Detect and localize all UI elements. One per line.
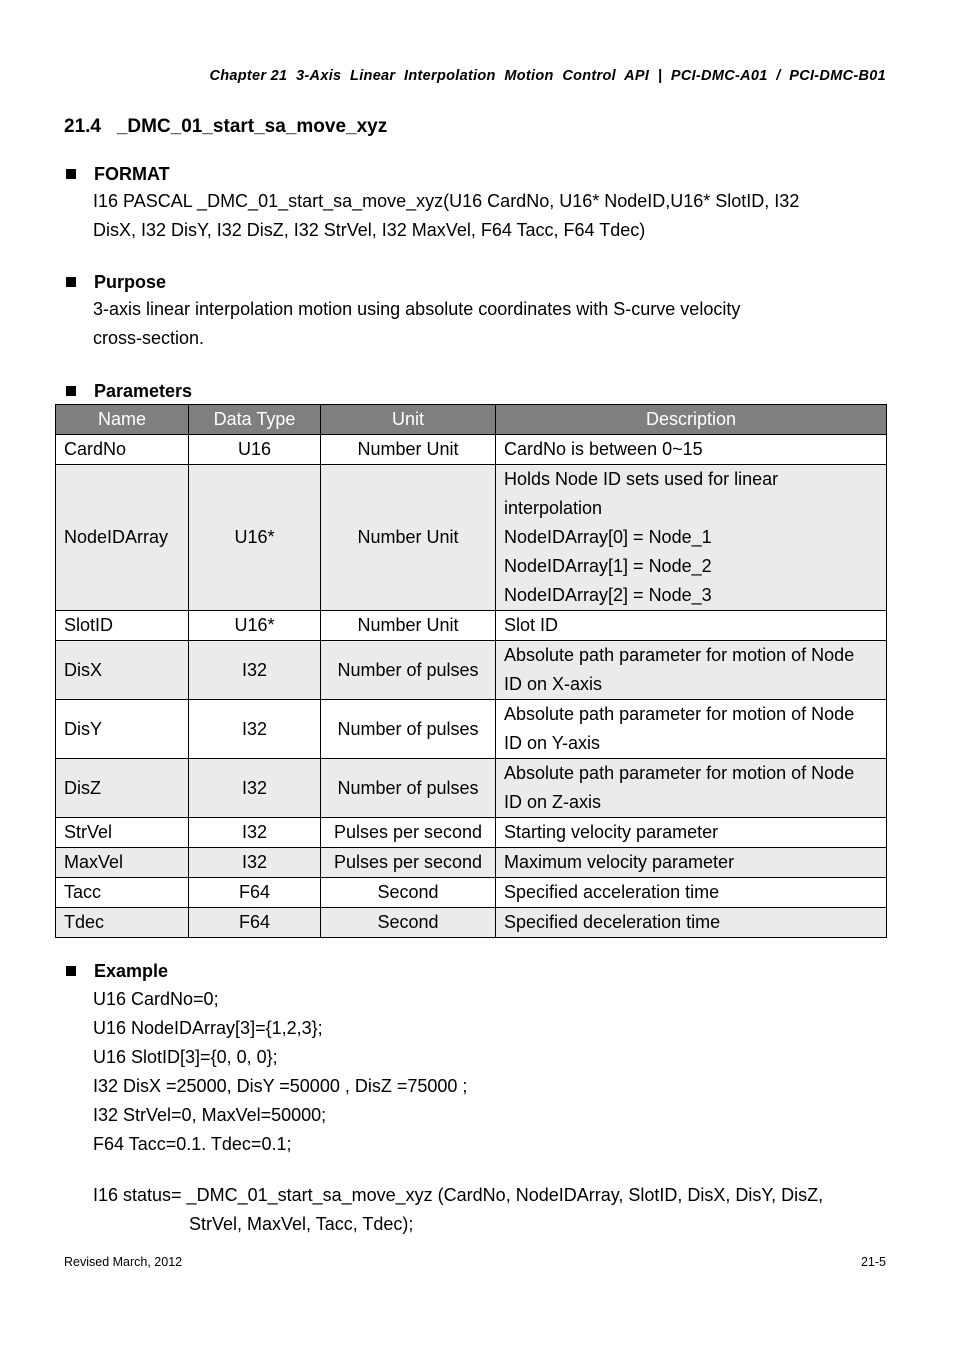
section-number: 21.4 [64,116,101,137]
format-heading-text: FORMAT [94,163,170,184]
param-name-cell: DisX [56,641,189,700]
param-type-cell: I32 [189,641,321,700]
param-type-cell: U16* [189,611,321,641]
param-name-cell: NodeIDArray [56,465,189,611]
param-description-cell [496,465,887,611]
bullet-square-icon [66,277,76,287]
table-row [56,641,887,700]
param-description-line: NodeIDArray[0] = Node_1 [504,527,712,547]
param-description-line: Specified deceleration time [504,912,721,932]
param-type-cell: I32 [189,700,321,759]
param-description-line: NodeIDArray[2] = Node_3 [504,585,712,605]
param-description-cell [496,435,887,465]
column-header-description: Description [496,405,887,435]
column-header-name: Name [56,405,189,435]
param-type-cell: I32 [189,848,321,878]
param-unit-cell: Second [321,878,496,908]
param-description-line: NodeIDArray[1] = Node_2 [504,556,712,576]
param-type-cell: U16 [189,435,321,465]
param-name-cell: DisY [56,700,189,759]
param-name-cell: MaxVel [56,848,189,878]
footer-revision: Revised March, 2012 [64,1255,183,1269]
param-description-line: Starting velocity parameter [504,822,719,842]
purpose-section [64,269,894,353]
param-description-line: interpolation [504,498,603,518]
column-header-data-type: Data Type [189,405,321,435]
bullet-square-icon [66,169,76,179]
section-title [64,116,387,138]
param-description-cell [496,908,887,938]
param-description-cell [496,848,887,878]
param-description-line: ID on Z-axis [504,792,602,812]
example-call [93,1181,894,1239]
param-description-line: ID on X-axis [504,674,603,694]
footer-page-number: 21-5 [860,1255,886,1269]
param-unit-cell: Pulses per second [321,818,496,848]
page-header: Chapter 21 3-Axis Linear Interpolation Motion Control API | PCI-DMC-A01 / PCI-DMC-B01 [209,68,886,84]
purpose-heading [64,269,894,295]
table-header-row [56,405,887,435]
table-row [56,435,887,465]
param-description-cell [496,611,887,641]
table-row [56,611,887,641]
param-description-line: Absolute path parameter for motion of Node [504,704,855,724]
format-body [93,187,894,245]
table-row [56,759,887,818]
param-type-cell: U16* [189,465,321,611]
table-row [56,908,887,938]
param-description-line: ID on Y-axis [504,733,601,753]
param-name-cell: Tacc [56,878,189,908]
param-description-cell [496,700,887,759]
table-row [56,465,887,611]
param-unit-cell: Number of pulses [321,700,496,759]
format-section [64,161,894,245]
example-heading-text: Example [94,960,169,981]
param-description-cell [496,818,887,848]
table-row [56,818,887,848]
purpose-heading-text: Purpose [94,271,167,292]
example-section [64,958,894,1239]
example-code-line: U16 CardNo=0; [93,989,219,1009]
parameters-table [55,404,887,938]
param-type-cell: I32 [189,759,321,818]
param-name-cell: DisZ [56,759,189,818]
param-unit-cell: Number Unit [321,435,496,465]
format-heading [64,161,894,187]
example-heading [64,958,894,984]
purpose-body [93,295,894,353]
table-row [56,878,887,908]
param-unit-cell: Number Unit [321,611,496,641]
section-name: _DMC_01_start_sa_move_xyz [116,116,388,137]
parameters-heading [64,378,894,404]
format-line: I16 PASCAL _DMC_01_start_sa_move_xyz(U16 CardNo, U16* NodeID,U16* SlotID, I32 [93,191,800,211]
table-row [56,700,887,759]
column-header-unit: Unit [321,405,496,435]
param-description-cell [496,759,887,818]
param-unit-cell: Number of pulses [321,641,496,700]
bullet-square-icon [66,966,76,976]
param-description-line: Slot ID [504,615,559,635]
param-description-line: Holds Node ID sets used for linear [504,469,779,489]
example-code-line: U16 NodeIDArray[3]={1,2,3}; [93,1018,323,1038]
param-unit-cell: Number Unit [321,465,496,611]
param-type-cell: F64 [189,908,321,938]
param-type-cell: F64 [189,878,321,908]
param-description-cell [496,641,887,700]
example-call-line: StrVel, MaxVel, Tacc, Tdec); [189,1214,414,1234]
param-unit-cell: Number of pulses [321,759,496,818]
example-call-line: I16 status= _DMC_01_start_sa_move_xyz (CardNo, NodeIDArray, SlotID, DisX, DisY, DisZ, [93,1185,824,1205]
parameters-section [64,378,894,404]
param-description-line: Maximum velocity parameter [504,852,735,872]
purpose-line: 3-axis linear interpolation motion using absolute coordinates with S-curve velocity [93,299,741,319]
param-type-cell: I32 [189,818,321,848]
bullet-square-icon [66,386,76,396]
param-name-cell: Tdec [56,908,189,938]
parameters-heading-text: Parameters [94,380,193,401]
param-description-line: CardNo is between 0~15 [504,439,703,459]
format-line: DisX, I32 DisY, I32 DisZ, I32 StrVel, I32 MaxVel, F64 Tacc, F64 Tdec) [93,220,646,240]
param-unit-cell: Second [321,908,496,938]
param-description-line: Absolute path parameter for motion of Node [504,763,855,783]
table-row [56,848,887,878]
purpose-line: cross-section. [93,328,205,348]
example-code-line: I32 DisX =25000, DisY =50000 , DisZ =75000 ; [93,1076,468,1096]
param-name-cell: StrVel [56,818,189,848]
param-unit-cell: Pulses per second [321,848,496,878]
example-code-line: U16 SlotID[3]={0, 0, 0}; [93,1047,278,1067]
param-description-line: Specified acceleration time [504,882,720,902]
param-name-cell: CardNo [56,435,189,465]
example-code-line: I32 StrVel=0, MaxVel=50000; [93,1105,327,1125]
param-description-cell [496,878,887,908]
param-description-line: Absolute path parameter for motion of Node [504,645,855,665]
param-name-cell: SlotID [56,611,189,641]
example-code-line: F64 Tacc=0.1. Tdec=0.1; [93,1134,292,1154]
